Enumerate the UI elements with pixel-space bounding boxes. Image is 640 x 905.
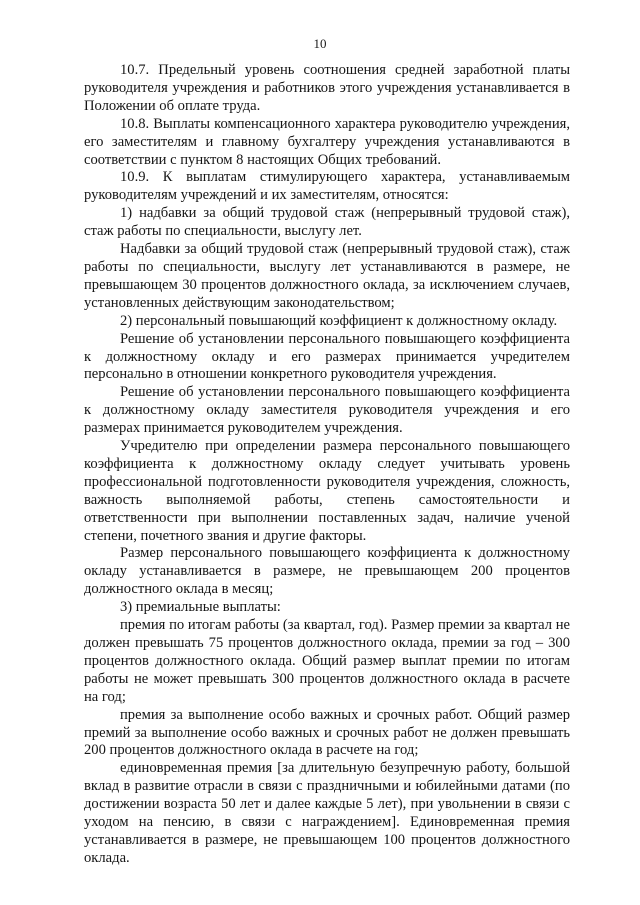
document-body	[84, 62, 570, 868]
page-number: 10	[313, 36, 327, 51]
paragraph-period-bonus: премия по итогам работы (за квартал, год). Размер премии за квартал не должен превышать 75 процентов должностного оклада, премии за год – 300 процентов должностного оклада. Общий размер выплат премии по итогам работы не может превышать 300 процентов должностного оклада в расчете на год;	[84, 617, 570, 705]
paragraph-seniority-bonus: Надбавки за общий трудовой стаж (непрерывный трудовой стаж), стаж работы по специальности, выслугу лет устанавливаются в размере, не превышающем 30 процентов должностного оклада, за исключением случаев, установленных действующим законодательством;	[84, 241, 570, 311]
paragraph-10-7: 10.7. Предельный уровень соотношения средней заработной платы руководителя учреждения и работников этого учреждения устанавливается в Положении об оплате труда.	[84, 62, 570, 114]
list-item-3: 3) премиальные выплаты:	[120, 599, 281, 616]
list-item-1: 1) надбавки за общий трудовой стаж (непрерывный трудовой стаж), стаж работы по специальности, выслугу лет.	[84, 205, 570, 240]
paragraph-urgent-work-bonus: премия за выполнение особо важных и срочных работ. Общий размер премий за выполнение особо важных и срочных работ не должен превышать 200 процентов должностного оклада в расчете на год;	[84, 706, 570, 759]
paragraph-one-time-bonus: единовременная премия [за длительную безупречную работу, большой вклад в развитие отрасли в связи с праздничными и юбилейными датами (по достижении возраста 50 лет и далее каждые 5 лет), при увольнении в связи с уходом на пенсию, в связи с награждением]. Единовременная премия устанавливается в размере, не превышающем 100 процентов должностного оклада.	[84, 760, 570, 866]
paragraph-founder-decision: Решение об установлении персонального повышающего коэффициента к должностному окладу и его размерах принимается учредителем персонально в отношении конкретного руководителя учреждения.	[84, 330, 570, 383]
paragraph-deputy-decision: Решение об установлении персонального повышающего коэффициента к должностному окладу заместителя руководителя учреждения и его размерах принимается руководителем учреждения.	[84, 384, 570, 437]
paragraph-10-8: 10.8. Выплаты компенсационного характера руководителю учреждения, его заместителям и главному бухгалтеру учреждения устанавливаются в соответствии с пунктом 8 настоящих Общих требований.	[84, 115, 570, 168]
paragraph-10-9: 10.9. К выплатам стимулирующего характера, устанавливаемым руководителям учреждений и их заместителям, относятся:	[84, 169, 570, 204]
list-item-2: 2) персональный повышающий коэффициент к должностному окладу.	[120, 312, 558, 329]
paragraph-coefficient-limit: Размер персонального повышающего коэффициента к должностному окладу устанавливается в размере, не превышающем 200 процентов должностного оклада в месяц;	[84, 545, 570, 598]
paragraph-coefficient-factors: Учредителю при определении размера персонального повышающего коэффициента к должностному окладу следует учитывать уровень профессиональной подготовленности руководителя учреждения, сложность, важность выполняемой работы, степень самостоятельности и ответственности при выполнении поставленных задач, наличие ученой степени, почетного звания и другие факторы.	[84, 438, 570, 544]
